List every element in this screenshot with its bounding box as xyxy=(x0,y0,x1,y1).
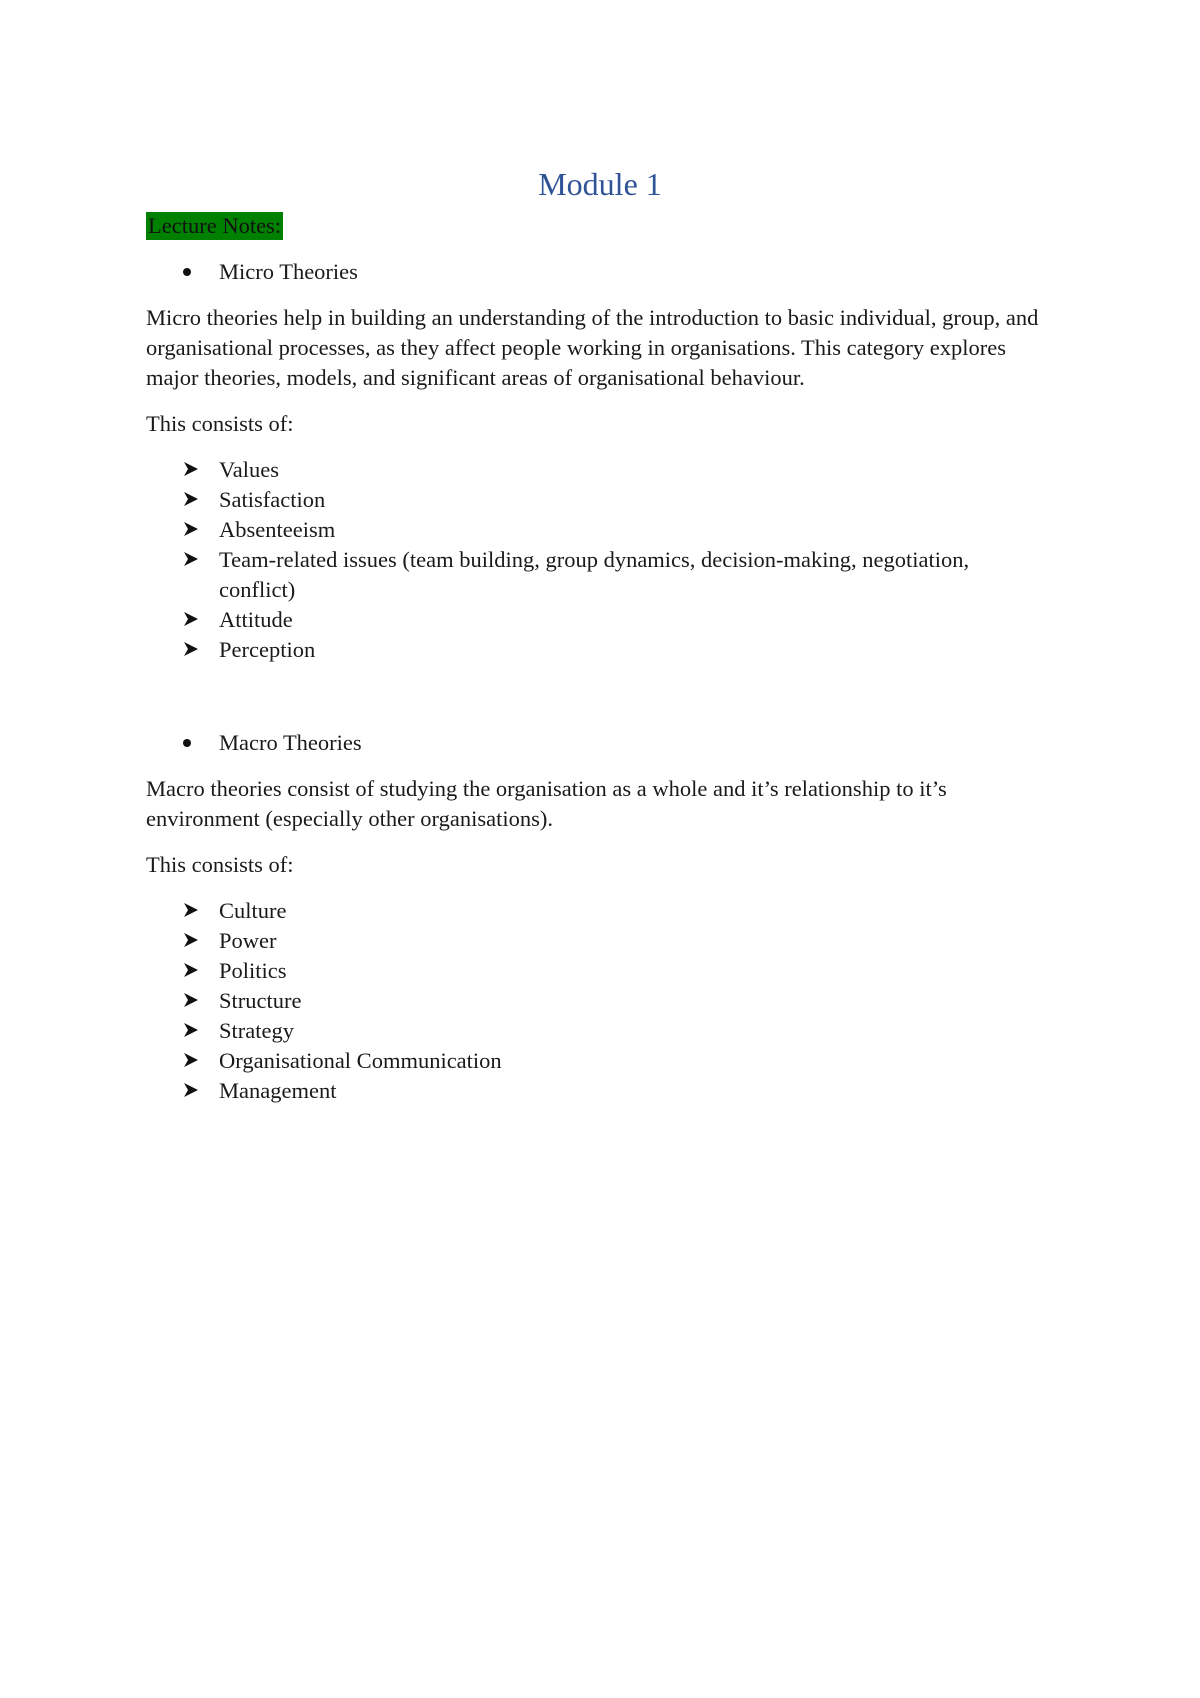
arrowhead-bullet-icon xyxy=(183,962,199,978)
section-heading-macro xyxy=(146,728,1046,758)
list-item xyxy=(146,455,1046,485)
list-item xyxy=(146,485,1046,515)
section-macro xyxy=(146,728,1046,1106)
lecture-notes-label-line xyxy=(146,211,1046,241)
arrowhead-bullet-icon xyxy=(183,932,199,948)
section-heading-label: Macro Theories xyxy=(219,730,362,755)
list-item-label: Culture xyxy=(219,898,287,923)
page-title: Module 1 xyxy=(538,166,662,202)
lecture-notes-label: Lecture Notes: xyxy=(148,213,282,238)
arrowhead-bullet-icon xyxy=(183,551,199,567)
list-item xyxy=(146,515,1046,545)
arrowhead-bullet-icon xyxy=(183,491,199,507)
consists-label: This consists of: xyxy=(146,852,294,877)
arrowhead-bullet-icon xyxy=(183,641,199,657)
arrowhead-bullet-icon xyxy=(183,1082,199,1098)
list-item xyxy=(146,1076,1046,1106)
list-item-label: Structure xyxy=(219,988,302,1013)
micro-items-list xyxy=(146,455,1046,665)
bullet-dot-icon xyxy=(183,739,191,747)
arrowhead-bullet-icon xyxy=(183,1052,199,1068)
list-item xyxy=(146,1046,1046,1076)
section-heading-micro xyxy=(146,257,1046,287)
list-item xyxy=(146,545,1046,605)
list-item-label: Satisfaction xyxy=(219,487,326,512)
arrowhead-bullet-icon xyxy=(183,521,199,537)
list-item-label: Perception xyxy=(219,637,316,662)
list-item-label: Management xyxy=(219,1078,337,1103)
section-micro xyxy=(146,257,1046,665)
list-item-label: Power xyxy=(219,928,277,953)
list-item-label: Absenteeism xyxy=(219,517,336,542)
list-item-label: Team-related issues (team building, group dynamics, decision-making, negotiation, conflict) xyxy=(219,547,970,602)
list-item-label: Organisational Communication xyxy=(219,1048,502,1073)
section-heading-label: Micro Theories xyxy=(219,259,358,284)
list-item-label: Values xyxy=(219,457,279,482)
list-item xyxy=(146,986,1046,1016)
list-item xyxy=(146,1016,1046,1046)
section-paragraph: Micro theories help in building an understanding of the introduction to basic individual, group, and organisational processes, as they affect people working in organisations. This category explores major theories, models, and significant areas of organisational behaviour. xyxy=(146,305,1039,390)
list-item xyxy=(146,956,1046,986)
arrowhead-bullet-icon xyxy=(183,902,199,918)
list-item-label: Politics xyxy=(219,958,287,983)
bullet-dot-icon xyxy=(183,268,191,276)
consists-label: This consists of: xyxy=(146,411,294,436)
list-item-label: Strategy xyxy=(219,1018,294,1043)
arrowhead-bullet-icon xyxy=(183,992,199,1008)
list-item xyxy=(146,635,1046,665)
list-item-label: Attitude xyxy=(219,607,293,632)
document-body xyxy=(146,211,1046,1106)
list-item xyxy=(146,926,1046,956)
list-item xyxy=(146,605,1046,635)
section-spacer xyxy=(146,665,1046,712)
arrowhead-bullet-icon xyxy=(183,1022,199,1038)
section-paragraph: Macro theories consist of studying the organisation as a whole and it’s relationship to it’s environment (especially other organisations). xyxy=(146,776,947,831)
macro-items-list xyxy=(146,896,1046,1106)
arrowhead-bullet-icon xyxy=(183,461,199,477)
arrowhead-bullet-icon xyxy=(183,611,199,627)
list-item xyxy=(146,896,1046,926)
